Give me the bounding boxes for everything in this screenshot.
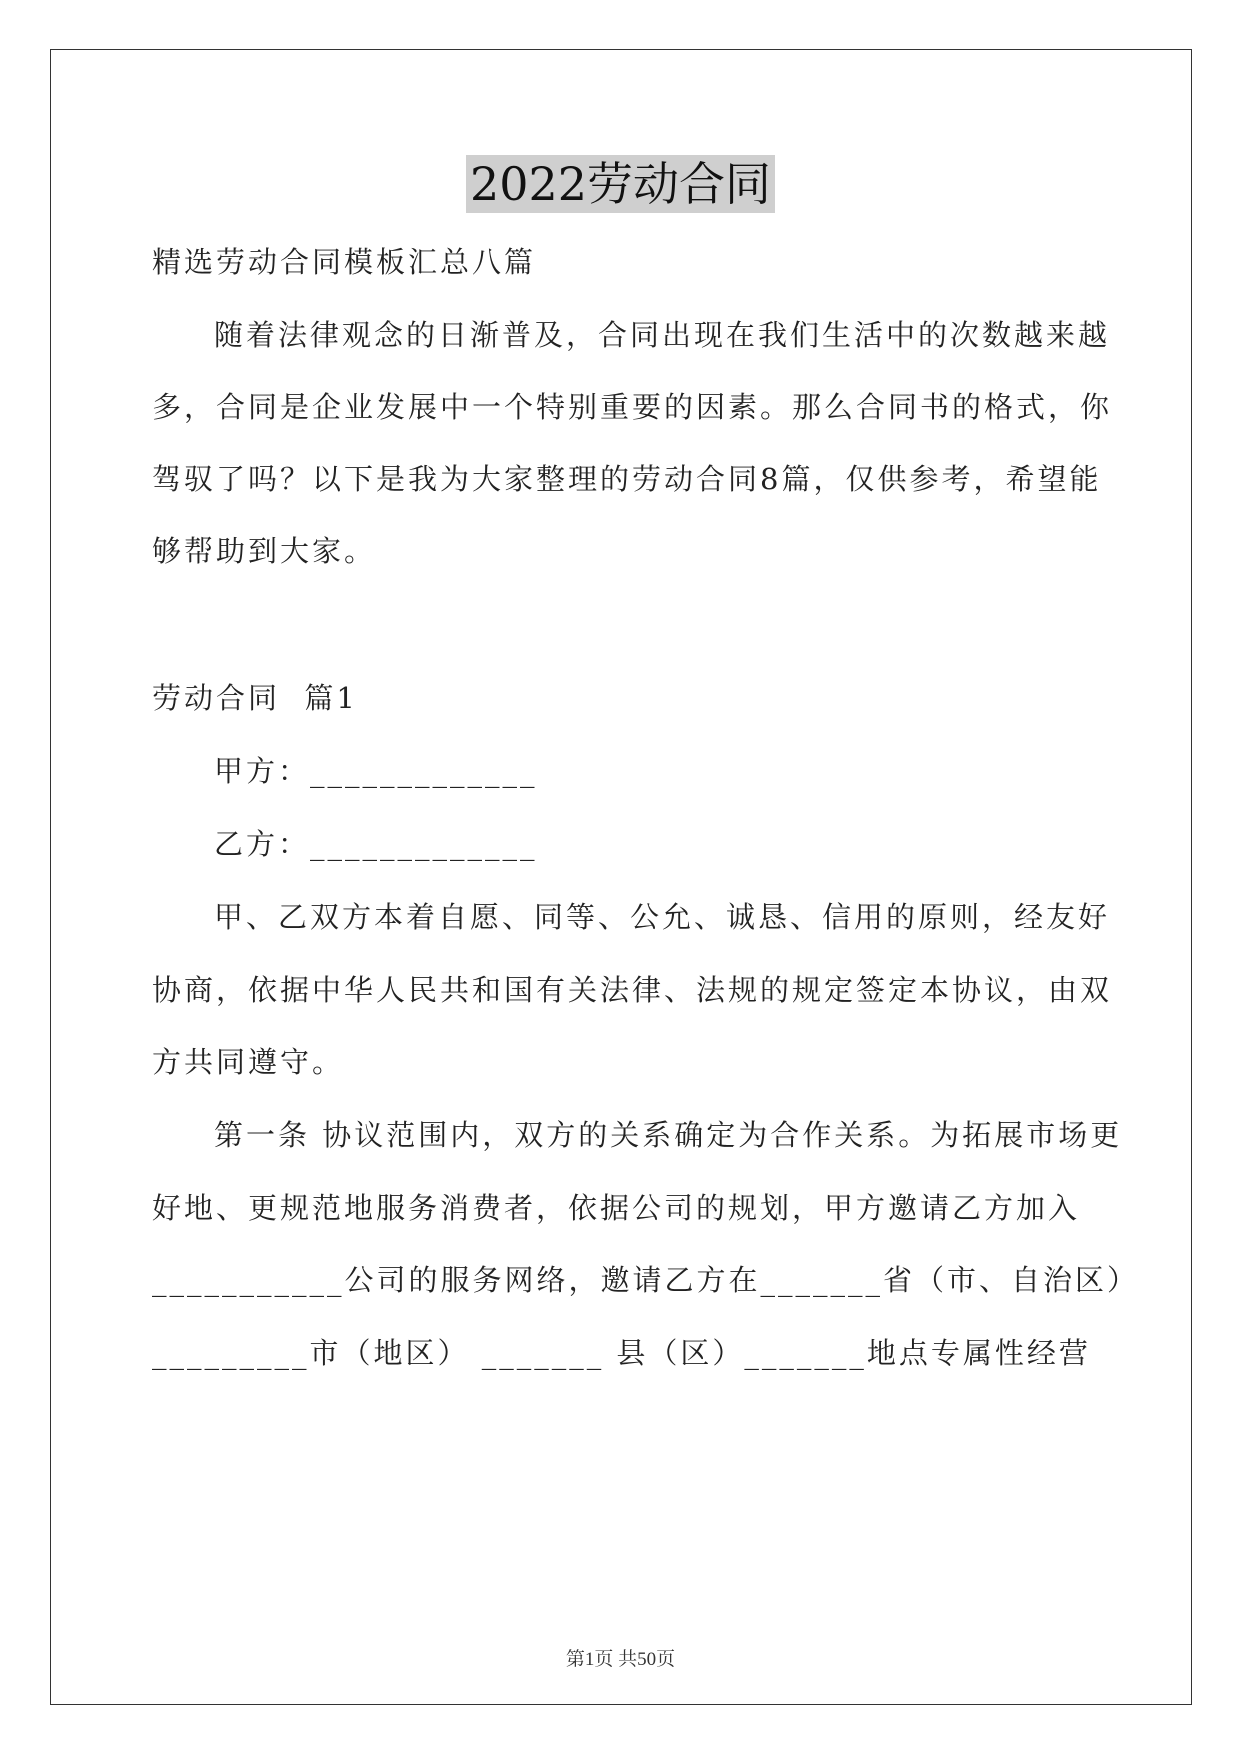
document-title-wrap — [0, 148, 1241, 214]
document-subtitle: 精选劳动合同模板汇总八篇 — [152, 245, 537, 279]
page-border — [50, 49, 1192, 1705]
document-title: 2022劳动合同 — [466, 155, 775, 213]
paragraph-line: 协商，依据中华人民共和国有关法律、法规的规定签定本协议，由双 — [152, 973, 1113, 1007]
paragraph-line: 第一条 协议范围内，双方的关系确定为合作关系。为拓展市场更 — [214, 1118, 1123, 1152]
paragraph-line: 方共同遵守。 — [152, 1045, 345, 1079]
party-a-field: 甲方：_____________ — [214, 754, 538, 788]
paragraph-line: ___________公司的服务网络，邀请乙方在_______省（市、自治区） — [152, 1263, 1140, 1297]
page-number: 第1页 共50页 — [565, 1649, 676, 1670]
intro-line: 够帮助到大家。 — [152, 534, 377, 568]
paragraph-line: 甲、乙双方本着自愿、同等、公允、诚恳、信用的原则，经友好 — [214, 900, 1111, 934]
paragraph-line: _________市（地区） _______ 县（区）_______地点专属性经营 — [152, 1336, 1091, 1370]
intro-line: 多，合同是企业发展中一个特别重要的因素。那么合同书的格式，你 — [152, 390, 1113, 424]
party-b-field: 乙方：_____________ — [214, 827, 538, 861]
paragraph-line: 好地、更规范地服务消费者，依据公司的规划，甲方邀请乙方加入 — [152, 1191, 1081, 1225]
intro-line: 驾驭了吗？以下是我为大家整理的劳动合同8篇，仅供参考，希望能 — [152, 462, 1102, 496]
section-heading: 劳动合同 篇1 — [152, 681, 358, 715]
intro-line: 随着法律观念的日渐普及，合同出现在我们生活中的次数越来越 — [214, 318, 1111, 352]
